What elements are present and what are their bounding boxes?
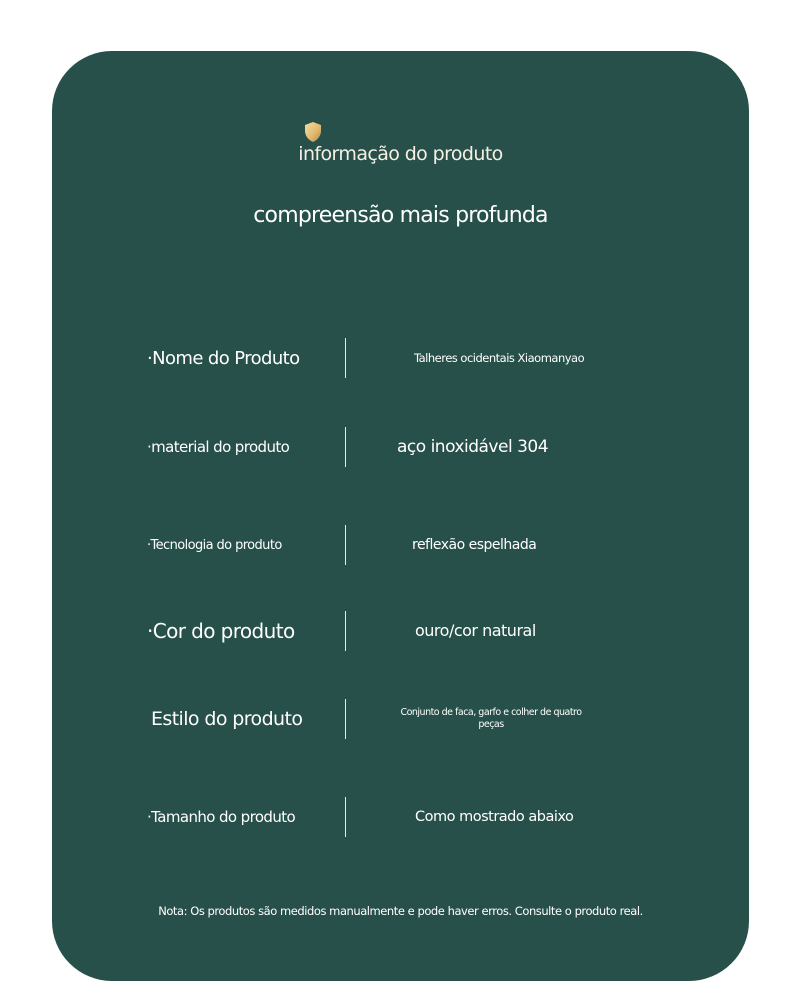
gold-shield-icon	[303, 121, 323, 143]
spec-divider	[345, 525, 346, 565]
section-title: informação do produto	[298, 143, 503, 165]
spec-label-material: ·material do produto	[147, 438, 290, 456]
spec-label-style: Estilo do produto	[151, 708, 303, 730]
spec-row-color	[52, 611, 749, 651]
spec-divider	[345, 427, 346, 467]
product-info-card	[52, 51, 749, 981]
spec-label-color: ·Cor do produto	[147, 619, 295, 643]
disclaimer-note: Nota: Os produtos são medidos manualmente e pode haver erros. Consulte o produto real.	[158, 904, 643, 918]
spec-divider	[345, 699, 346, 739]
spec-row-material	[52, 427, 749, 467]
spec-divider	[345, 797, 346, 837]
spec-value-style: Conjunto de faca, garfo e colher de quatro peças	[400, 706, 582, 730]
spec-label-size: ·Tamanho do produto	[147, 808, 296, 826]
spec-label-technology: ·Tecnologia do produto	[147, 537, 282, 553]
spec-divider	[345, 611, 346, 651]
spec-divider	[345, 338, 346, 378]
spec-value-material: aço inoxidável 304	[397, 436, 549, 457]
spec-label-name: ·Nome do Produto	[147, 347, 300, 369]
spec-value-size: Como mostrado abaixo	[415, 808, 574, 825]
spec-value-name: Talheres ocidentais Xiaomanyao	[414, 350, 585, 365]
spec-value-technology: reflexão espelhada	[412, 536, 537, 553]
section-subtitle: compreensão mais profunda	[253, 203, 548, 228]
spec-value-color: ouro/cor natural	[415, 620, 536, 640]
spec-row-technology	[52, 525, 749, 565]
spec-row-style	[52, 699, 749, 739]
spec-row-size	[52, 797, 749, 837]
spec-row-name	[52, 338, 749, 378]
